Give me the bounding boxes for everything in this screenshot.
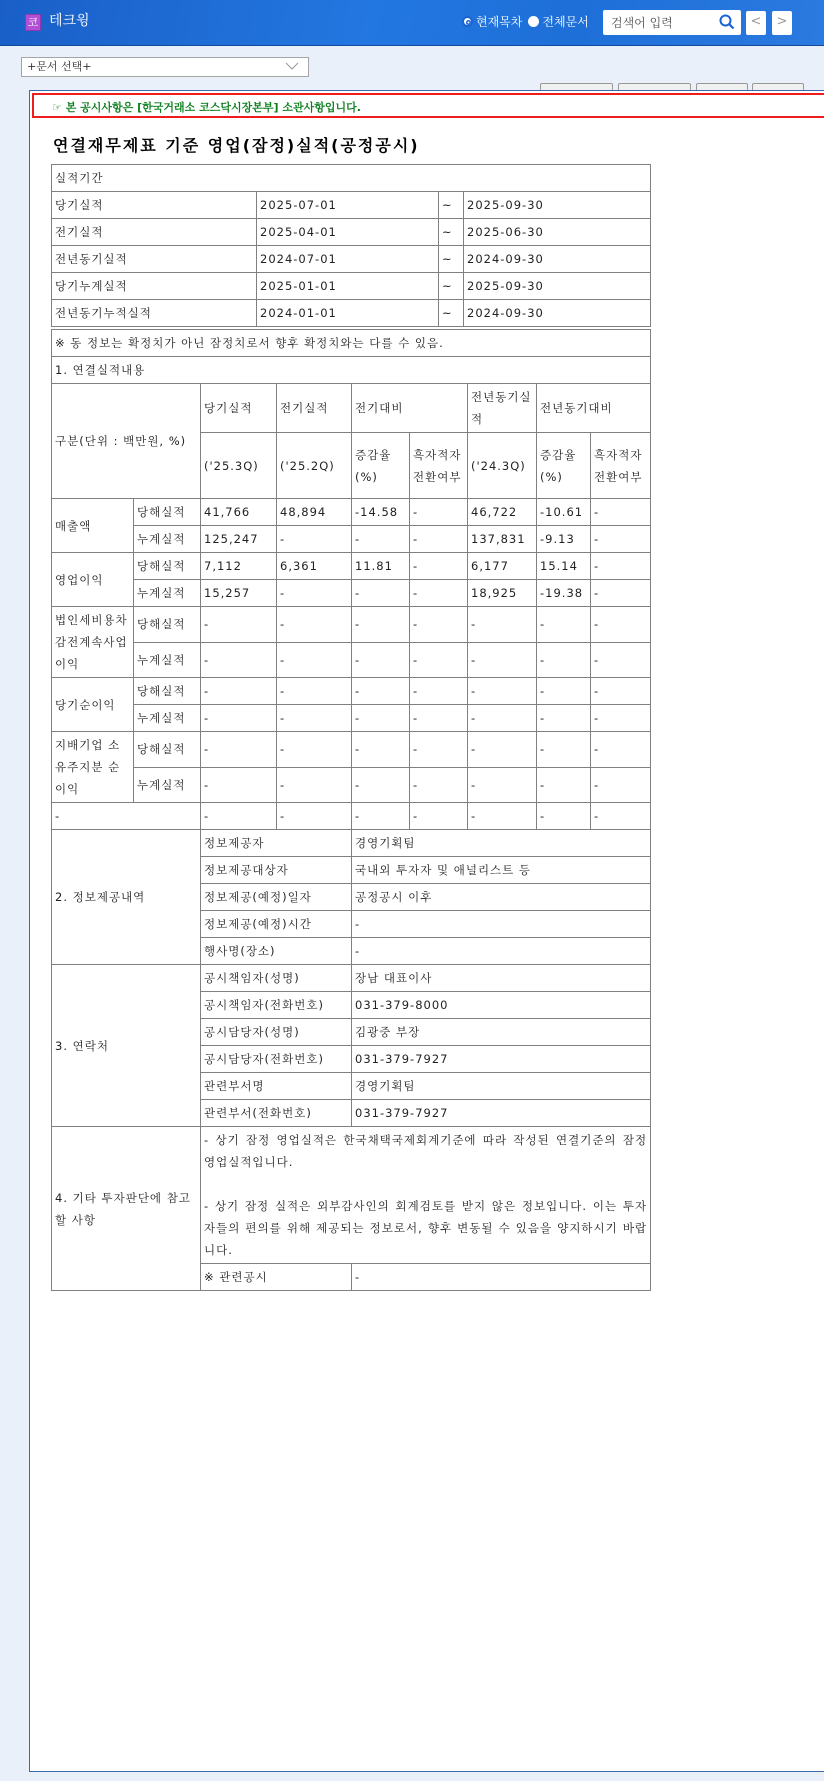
value-cell: - — [277, 580, 352, 607]
company-name: 테크윙 — [49, 13, 90, 29]
value-cell: - — [537, 767, 591, 803]
value-cell: - — [537, 607, 591, 643]
value-cell: 46,722 — [468, 499, 537, 526]
info-key: 정보제공대상자 — [201, 857, 352, 884]
period-label: 전년동기누적실적 — [52, 300, 257, 327]
value-cell: -10.61 — [537, 499, 591, 526]
value-cell: - — [277, 678, 352, 705]
value-cell: - — [201, 803, 277, 830]
info-key: 정보제공(예정)일자 — [201, 884, 352, 911]
value-cell: - — [201, 678, 277, 705]
contact-key: 관련부서명 — [201, 1073, 352, 1100]
table-row — [52, 830, 651, 857]
sub-label: 누계실적 — [134, 526, 201, 553]
current-header: 당기실적 — [201, 384, 277, 433]
value-cell: - — [591, 678, 651, 705]
value-cell: - — [591, 526, 651, 553]
table-row — [52, 580, 651, 607]
value-cell: 6,361 — [277, 553, 352, 580]
page-title: 연결재무제표 기준 영업(잠정)실적(공정공시) — [53, 136, 420, 155]
sub-label: 당해실적 — [134, 499, 201, 526]
yoy-q-header: ('24.3Q) — [468, 433, 537, 499]
value-cell: - — [277, 705, 352, 732]
value-cell: - — [410, 803, 468, 830]
table-row — [52, 246, 651, 273]
related-disclosure-value: - — [352, 1264, 651, 1291]
value-cell: - — [352, 803, 410, 830]
value-cell: -19.38 — [537, 580, 591, 607]
section2-label: 2. 정보제공내역 — [52, 830, 201, 965]
info-key: 정보제공자 — [201, 830, 352, 857]
value-cell: - — [352, 767, 410, 803]
search-input[interactable] — [603, 11, 713, 34]
value-cell: - — [410, 767, 468, 803]
value-cell: - — [591, 642, 651, 678]
value-cell: - — [352, 705, 410, 732]
radio-all-docs[interactable] — [528, 16, 539, 27]
sub-label: 누계실적 — [134, 642, 201, 678]
value-cell: 48,894 — [277, 499, 352, 526]
table-row — [52, 705, 651, 732]
table-row — [52, 300, 651, 327]
table-row — [52, 165, 651, 192]
value-cell: 15,257 — [201, 580, 277, 607]
period-label: 당기누계실적 — [52, 273, 257, 300]
period-label: 당기실적 — [52, 192, 257, 219]
section4-notes — [201, 1127, 651, 1264]
period-sep: ~ — [439, 219, 464, 246]
value-cell: - — [591, 732, 651, 768]
radio-current-toc[interactable] — [462, 16, 473, 27]
period-header: 실적기간 — [52, 165, 651, 192]
change-rate-header: 증감율(%) — [352, 433, 410, 499]
value-cell: - — [352, 607, 410, 643]
contact-key: 공시책임자(전화번호) — [201, 992, 352, 1019]
contact-key: 공시담당자(성명) — [201, 1019, 352, 1046]
value-cell: - — [468, 803, 537, 830]
table-row — [52, 767, 651, 803]
contact-key: 공시담당자(전화번호) — [201, 1046, 352, 1073]
prev-header: 전기실적 — [277, 384, 352, 433]
note-1: - 상기 잠정 영업실적은 한국채택국제회계기준에 따라 작성된 연결기준의 잠정 영업실적입니다. — [204, 1133, 648, 1169]
period-to: 2024-09-30 — [464, 300, 651, 327]
value-cell: -14.58 — [352, 499, 410, 526]
note-2: - 상기 잠정 실적은 외부감사인의 회계검토를 받지 않은 정보입니다. 이는 투자자들의 편의를 위해 제공되는 정보로서, 향후 변동될 수 있음을 양지하시기 바랍니다. — [204, 1199, 648, 1257]
prev-q-header: ('25.2Q) — [277, 433, 352, 499]
value-cell: - — [352, 580, 410, 607]
section3-label: 3. 연락처 — [52, 965, 201, 1127]
results-table — [51, 329, 651, 1291]
value-cell: 11.81 — [352, 553, 410, 580]
table-row — [52, 642, 651, 678]
value-cell: - — [352, 526, 410, 553]
info-value: - — [352, 938, 651, 965]
info-key: 정보제공(예정)시간 — [201, 911, 352, 938]
value-cell: - — [201, 607, 277, 643]
table-row — [52, 803, 651, 830]
value-cell: - — [352, 732, 410, 768]
value-cell: - — [52, 803, 201, 830]
period-to: 2025-06-30 — [464, 219, 651, 246]
value-cell: - — [591, 553, 651, 580]
value-cell: - — [410, 526, 468, 553]
table-row — [52, 526, 651, 553]
value-cell: 7,112 — [201, 553, 277, 580]
table-row — [52, 732, 651, 768]
value-cell: - — [410, 607, 468, 643]
value-cell: 137,831 — [468, 526, 537, 553]
sub-label: 당해실적 — [134, 732, 201, 768]
value-cell: - — [410, 580, 468, 607]
value-cell: - — [277, 607, 352, 643]
turnaround-header: 흑자적자전환여부 — [591, 433, 651, 499]
period-from: 2024-01-01 — [257, 300, 439, 327]
vs-yoy-header: 전년동기대비 — [537, 384, 651, 433]
info-value: 국내외 투자자 및 애널리스트 등 — [352, 857, 651, 884]
value-cell: - — [277, 803, 352, 830]
radio-current-toc-label[interactable]: 현재목차 — [476, 15, 523, 29]
period-label: 전년동기실적 — [52, 246, 257, 273]
value-cell: 125,247 — [201, 526, 277, 553]
period-to: 2025-09-30 — [464, 192, 651, 219]
related-disclosure-label: ※ 관련공시 — [201, 1264, 352, 1291]
table-row — [52, 330, 651, 357]
vs-prev-header: 전기대비 — [352, 384, 468, 433]
value-cell: - — [277, 642, 352, 678]
chevron-down-icon — [285, 62, 299, 70]
value-cell: - — [201, 767, 277, 803]
period-sep: ~ — [439, 246, 464, 273]
disclaimer: ※ 동 정보는 확정치가 아닌 잠정치로서 향후 확정치와는 다를 수 있음. — [52, 330, 651, 357]
contact-key: 공시책임자(성명) — [201, 965, 352, 992]
search-scope-group — [462, 13, 595, 30]
value-cell: - — [537, 642, 591, 678]
value-cell: - — [591, 803, 651, 830]
top-header — [0, 0, 824, 46]
period-to: 2025-09-30 — [464, 273, 651, 300]
value-cell: - — [591, 705, 651, 732]
jurisdiction-notice — [32, 93, 824, 118]
value-cell: 6,177 — [468, 553, 537, 580]
value-cell: - — [277, 526, 352, 553]
value-cell: - — [591, 607, 651, 643]
value-cell: 41,766 — [201, 499, 277, 526]
document-select[interactable] — [21, 57, 309, 77]
value-cell: - — [410, 642, 468, 678]
section4-label: 4. 기타 투자판단에 참고할 사항 — [52, 1127, 201, 1291]
period-label: 전기실적 — [52, 219, 257, 246]
section1-title: 1. 연결실적내용 — [52, 357, 651, 384]
current-q-header: ('25.3Q) — [201, 433, 277, 499]
period-sep: ~ — [439, 192, 464, 219]
yoy-actual-header: 전년동기실적 — [468, 384, 537, 433]
table-row — [52, 607, 651, 643]
table-row — [52, 553, 651, 580]
search-box — [603, 10, 741, 35]
value-cell: - — [410, 732, 468, 768]
value-cell: - — [537, 732, 591, 768]
radio-all-docs-label[interactable]: 전체문서 — [542, 15, 589, 29]
sub-label: 당해실적 — [134, 678, 201, 705]
info-value: 공정공시 이후 — [352, 884, 651, 911]
sub-label: 당해실적 — [134, 553, 201, 580]
item-name: 당기순이익 — [52, 678, 134, 732]
contact-value: 031-379-7927 — [352, 1046, 651, 1073]
turnaround-header: 흑자적자전환여부 — [410, 433, 468, 499]
value-cell: - — [410, 705, 468, 732]
value-cell: 15.14 — [537, 553, 591, 580]
table-row — [52, 965, 651, 992]
period-from: 2025-07-01 — [257, 192, 439, 219]
value-cell: - — [537, 705, 591, 732]
table-row — [52, 273, 651, 300]
sub-label: 당해실적 — [134, 607, 201, 643]
contact-value: 031-379-8000 — [352, 992, 651, 1019]
item-name: 지배기업 소유주지분 순이익 — [52, 732, 134, 803]
sub-label: 누계실적 — [134, 580, 201, 607]
note-spacer — [204, 1173, 647, 1195]
value-cell: - — [537, 803, 591, 830]
table-row — [52, 357, 651, 384]
document-select-value: +문서 선택+ — [27, 60, 92, 73]
period-to: 2024-09-30 — [464, 246, 651, 273]
value-cell: - — [591, 767, 651, 803]
change-rate-header: 증감율(%) — [537, 433, 591, 499]
period-from: 2025-01-01 — [257, 273, 439, 300]
search-icon[interactable] — [719, 14, 735, 30]
period-from: 2024-07-01 — [257, 246, 439, 273]
contact-value: 장남 대표이사 — [352, 965, 651, 992]
value-cell: - — [591, 580, 651, 607]
sub-label: 누계실적 — [134, 705, 201, 732]
sub-label: 누계실적 — [134, 767, 201, 803]
value-cell: - — [201, 705, 277, 732]
table-row — [52, 219, 651, 246]
period-sep: ~ — [439, 273, 464, 300]
value-cell: - — [468, 767, 537, 803]
value-cell: - — [537, 678, 591, 705]
contact-value: 경영기획팀 — [352, 1073, 651, 1100]
item-name: 영업이익 — [52, 553, 134, 607]
contact-key: 관련부서(전화번호) — [201, 1100, 352, 1127]
value-cell: - — [410, 553, 468, 580]
item-name: 매출액 — [52, 499, 134, 553]
company-logo-icon: 코 — [25, 14, 41, 31]
value-cell: - — [468, 732, 537, 768]
value-cell: - — [468, 642, 537, 678]
value-cell: - — [410, 499, 468, 526]
value-cell: - — [468, 678, 537, 705]
value-cell: - — [277, 767, 352, 803]
value-cell: - — [352, 678, 410, 705]
item-name: 법인세비용차감전계속사업이익 — [52, 607, 134, 678]
value-cell: - — [468, 607, 537, 643]
table-row — [52, 384, 651, 433]
period-from: 2025-04-01 — [257, 219, 439, 246]
info-value: - — [352, 911, 651, 938]
period-sep: ~ — [439, 300, 464, 327]
table-row — [52, 678, 651, 705]
value-cell: - — [201, 732, 277, 768]
period-table — [51, 164, 651, 327]
contact-value: 031-379-7927 — [352, 1100, 651, 1127]
value-cell: 18,925 — [468, 580, 537, 607]
value-cell: -9.13 — [537, 526, 591, 553]
contact-value: 김광중 부장 — [352, 1019, 651, 1046]
next-result-button[interactable]: > — [772, 11, 792, 35]
value-cell: - — [410, 678, 468, 705]
value-cell: - — [201, 642, 277, 678]
table-row — [52, 499, 651, 526]
category-header: 구분(단위 : 백만원, %) — [52, 384, 201, 499]
notice-text: ☞ 본 공시사항은 [한국거래소 코스닥시장본부] 소관사항입니다. — [52, 101, 361, 114]
info-value: 경영기획팀 — [352, 830, 651, 857]
value-cell: - — [591, 499, 651, 526]
value-cell: - — [277, 732, 352, 768]
table-row — [52, 192, 651, 219]
prev-result-button[interactable]: < — [746, 11, 766, 35]
info-key: 행사명(장소) — [201, 938, 352, 965]
table-row — [52, 1127, 651, 1264]
value-cell: - — [352, 642, 410, 678]
value-cell: - — [468, 705, 537, 732]
